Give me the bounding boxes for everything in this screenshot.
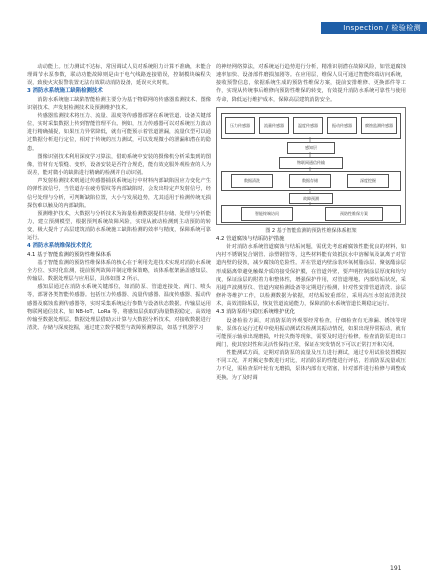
paragraph: 性能测试方面，定期对消防泵的流量及压力进行测试，通过专用试验装置模拟不同工况，并对额定参数进行对比，对消防泵的性能进行评估，若消防泵流量或压力不足，需检查泵叶轮有无磨损，泵体内部有无堵塞，针对部件进行检修与调整或更换。为了及时调	[216, 350, 406, 381]
paragraph: 设备检验方面，对消防泵的外观要经常检查，仔细检查有无渗漏、锈蚀等现象，泵体在运行过程中使用振动测试仪检测其振动情况，如果出现异常振动，就有可能预示轴承出现磨损，叶轮失衡等现象，需要及时进行检修。检查消防泵进出口阀门，使其密封性和灵活性保持正常，保证在突发情况下可以正常打开和关闭。	[216, 317, 406, 348]
paragraph: 图像识别技术利用深度学习算法，借助系统中安装的摄像机分析采集到的图像，管材有无裂缝、变形，设备安装是否符合规范，能有效克服外观检查的人为误差，能对微小的缺陷进行精确的检测并自动识别。	[27, 153, 211, 177]
diagram-node: 振动传感器	[327, 117, 357, 134]
diagram-node: 腐蚀监测传感器	[361, 117, 397, 134]
page-number: 191	[390, 565, 402, 572]
page-header	[0, 0, 427, 56]
subsection-heading-4-1: 4.1 基于智能监测的预防性维保体系	[27, 251, 112, 258]
paragraph: 感知层通过在消防水系统关键部位，如消防泵、管道连接处、阀门、喷头等，部署各类智能传感器。包括压力传感器、流量传感器、温度传感器、振动传感器及腐蚀监测传感器等，实时采集系统运行参数与设备状态数据。传输层运用物联网通信技术，如 NB-IoT、LoRa 等，将感知层获取的海量数据稳定、高效地传输至数据处理层。数据处理层借助云计算与大数据分析技术，对接收数据进行清洗、存储与深度挖掘，通过建立数学模型与故障预测算法，如基于机器学习	[27, 284, 211, 331]
diagram-node: 流量传感器	[259, 117, 289, 134]
paragraph: 的神经网络算法，对系统运行趋势进行分析，精准识别潜在故障风险，如管道腐蚀速率加快、设备部件磨损加剧等。在应用层，维保人员可通过智能终端访问系统，接收预警信息，依据系统生成的预防性维保方案，提前安排维修、更换部件等工作，实现从传统事后维修向预防性维保的转变，有效提升消防水系统可靠性与使用寿命，降低运行维护成本，保障高层建筑消防安全。	[216, 64, 406, 103]
paragraph: 基于智能监测的预防性维保体系的核心在于利用先进技术实现对消防水系统全方位、实时化监测，提前预判故障并制定维保策略，该体系框架涵盖感知层、传输层、数据处理层与应用层，具体如图 2 所示。	[27, 259, 211, 283]
paragraph: 声发射检测技术则通过传感器捕获系统运行中材料内部缺陷因应力变化产生的弹性波信号，当管道存在疲劳裂纹等内部缺陷时，会发出特定声发射信号，经信号处理与分析，可判断缺陷位置，大小与发展趋势，尤其适用于检测传统无损探伤难以触及的内部缺陷。	[27, 178, 211, 209]
right-column	[216, 63, 406, 382]
diagram-node: 数据清洗	[231, 174, 273, 188]
diagram-node: 压力传感器	[225, 117, 255, 134]
paragraph: 预测维护技术，大数据与分析技术为海量检测数据提供存储、处理与分析能力，建立预测模型，根据预判系统故障风险，实现从被动检测到主动预防的转变，极大提升了高层建筑消防水系统施工缺陷检测的效率与精度，保障系统可靠运行。	[27, 210, 211, 242]
diagram-node: 智能终端访问	[241, 207, 293, 221]
paragraph: 针对消防水系统管道腐蚀与结垢问题，需优先考虑耐腐蚀性能优良的材料，如内衬不锈钢复合钢管、涂塑钢管等，这些材料能有效抵抗水中溶解氧及氯离子对管道内壁的侵蚀，减少腐蚀的危险性。并在管道内壁涂装环氧树脂涂层、聚氨酯涂层形成隔离带避免触媒介质的接受保护膜，在管道外壁，要声明控制涂层厚度和均匀度，保证涂层的附着力和整体性，增强保护作用，对管道埋地、内部结垢状况，采用超声波测厚仪、管道内窥检测设备等定期进行检测，针对性安排管道清洗、涂层修补等维护工作，以检测数据为依据，对结垢较重部位，采用高压水射流清洗技术，高效清除垢层，恢复管道流通能力，保障消防水系统管道长期稳定运行。	[216, 244, 406, 308]
diagram-node: 感知层	[287, 142, 335, 154]
diagram-node: 温度传感器	[293, 117, 323, 134]
section-heading-4: 4 消防水系统维保技术优化	[27, 243, 92, 250]
subsection-heading-4-3: 4.3 消防泵组与稳压系统维护优化	[216, 309, 295, 316]
left-column	[27, 63, 211, 332]
subsection-heading-4-2: 4.2 管道腐蚀与结垢防护措施	[216, 235, 285, 242]
diagram-connectors	[217, 108, 405, 224]
paragraph: 动动能上。压力测试不达标，常因调试人员对系统阻力计算不准确，未能合理调节水泵参数，联动功能故障则是由于电气线路连接错误，控制模块编程失误，致使火灾报警装置无法有效联动消防设备，延误灭火时机。	[27, 64, 211, 87]
section-heading-3: 3 消防水系统施工缺陷检测技术	[27, 88, 103, 95]
figure-caption: 图 2 基于智能监测的预防性维保体系框架	[265, 227, 357, 234]
section-tag: Inspection / 检验检测	[343, 24, 421, 32]
paragraph: 消防水系统施工缺陷智能检测主要分为基于物联网的传感器监测技术、图像识别技术、声发射检测技术及预测维护技术。	[27, 96, 211, 111]
paragraph: 传感器监测技术将压力、流量、温度等传感器部署在系统管道、设备关键部位，实时采集数据上传到智能管理平台。例如，压力传感器可以对系统压力波动进行精确捕捉，如果压力异常降低，就有可能预示着管道泄漏，流量仪型可以通过数据分析进行定位，相对于传统的压力测试，可以发现微小的泄漏和潜在的隐患。	[27, 112, 211, 152]
diagram-node: 深度挖掘	[347, 174, 389, 188]
diagram-node: 数据存储	[289, 174, 331, 188]
diagram-node: 预防性维保方案	[325, 207, 383, 221]
diagram-node: 物联网通信传输	[279, 157, 343, 169]
framework-diagram	[216, 107, 406, 225]
diagram-node: 故障预测	[289, 193, 333, 204]
